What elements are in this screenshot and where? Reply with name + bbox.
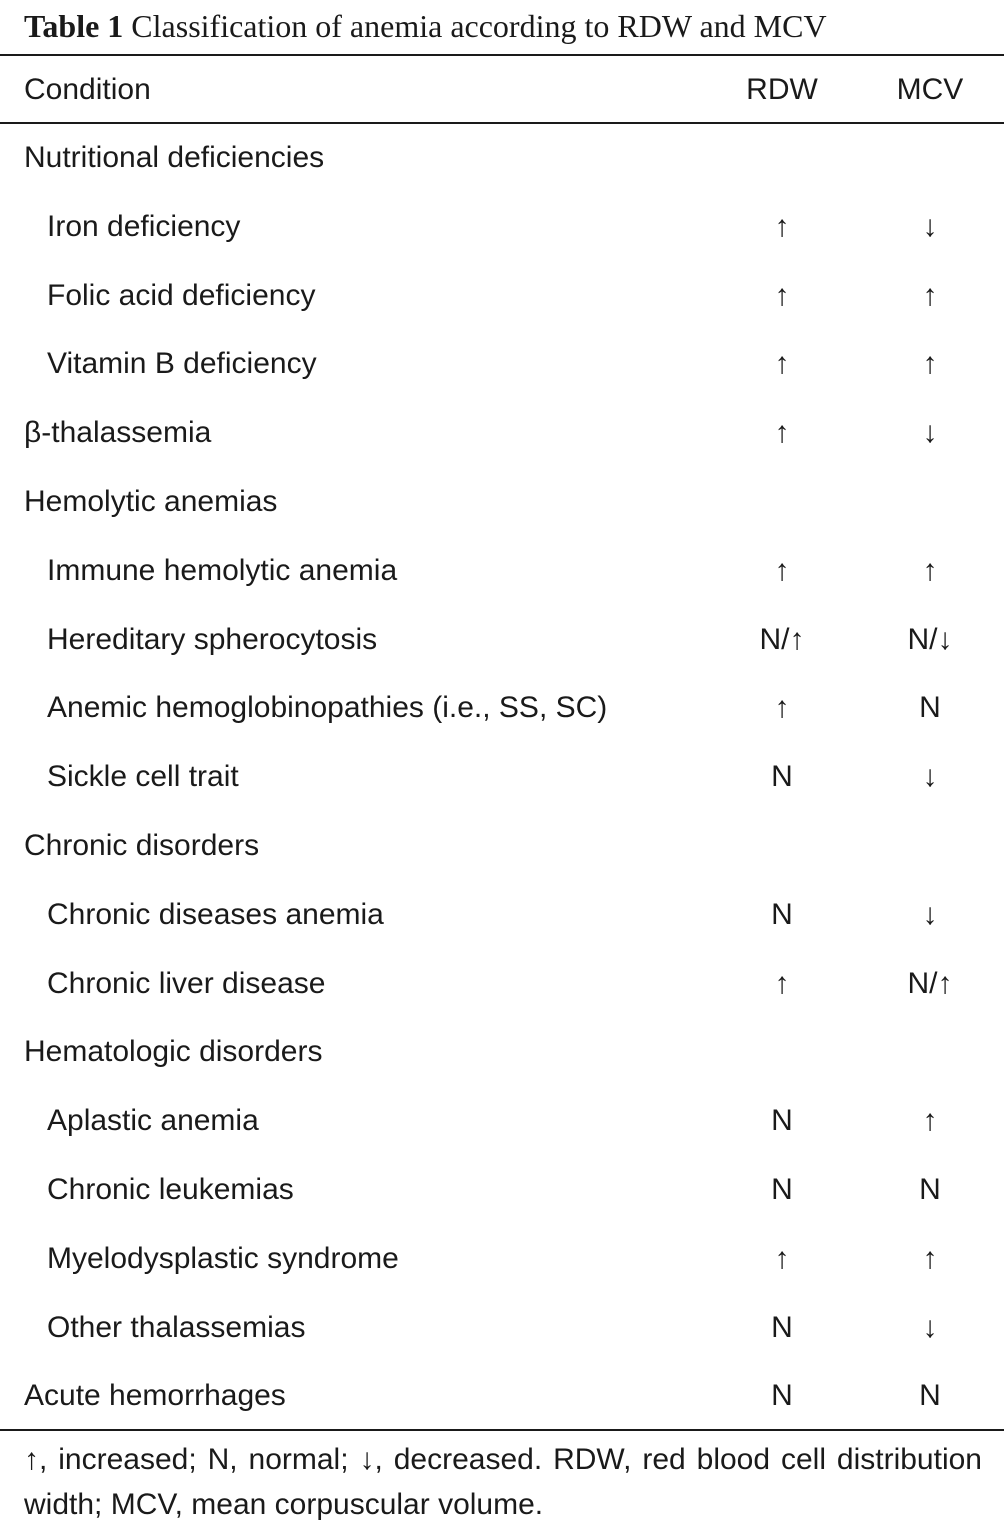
mcv-cell: N <box>919 1379 941 1413</box>
table-row <box>0 1156 1004 1224</box>
mcv-cell: ↓ <box>922 760 938 794</box>
header-mcv: MCV <box>896 73 964 106</box>
condition-cell: Nutritional deficiencies <box>24 141 325 174</box>
mcv-cell: ↑ <box>922 347 938 381</box>
mcv-cell: N <box>919 1173 941 1206</box>
table-row <box>0 537 1004 605</box>
rdw-cell: ↑ <box>774 553 790 587</box>
bottom-rule <box>0 1429 1004 1431</box>
rdw-cell: N <box>771 1173 793 1206</box>
mcv-cell: N <box>919 691 941 725</box>
rdw-cell: N <box>771 897 793 931</box>
rdw-cell: ↑ <box>774 347 790 381</box>
header-condition: Condition <box>24 73 151 106</box>
rdw-cell: ↑ <box>774 1241 790 1275</box>
mcv-cell: ↓ <box>922 897 938 931</box>
table-header-row <box>0 56 1004 124</box>
condition-cell: Immune hemolytic anemia <box>47 553 398 587</box>
table-title: Classification of anemia according to RDW and MCV <box>131 8 827 44</box>
mcv-cell: ↑ <box>922 553 938 587</box>
table-group-row <box>0 468 1004 536</box>
rdw-cell: ↑ <box>774 278 790 312</box>
condition-cell: Folic acid deficiency <box>47 278 316 312</box>
header-rdw: RDW <box>746 73 818 106</box>
condition-cell: Hemolytic anemias <box>24 485 278 518</box>
table-row <box>0 1087 1004 1155</box>
table-group-row <box>0 399 1004 467</box>
rdw-cell: N <box>771 1310 793 1344</box>
table-caption <box>24 6 827 46</box>
table-row <box>0 881 1004 949</box>
condition-cell: Hematologic disorders <box>24 1035 323 1069</box>
condition-cell: Hereditary spherocytosis <box>47 622 378 656</box>
condition-cell: Chronic disorders <box>24 829 260 862</box>
rdw-cell: N <box>771 1379 793 1413</box>
condition-cell: Anemic hemoglobinopathies (i.e., SS, SC) <box>47 691 608 725</box>
rdw-cell: N <box>771 760 793 794</box>
table-group-row <box>0 1018 1004 1086</box>
condition-cell: Vitamin B deficiency <box>47 347 317 381</box>
rdw-cell: ↑ <box>774 416 790 450</box>
mcv-cell: ↑ <box>922 1241 938 1275</box>
mcv-cell: ↑ <box>922 1104 938 1138</box>
table-row <box>0 1225 1004 1293</box>
mcv-cell: ↑ <box>922 278 938 312</box>
rdw-cell: ↑ <box>774 966 790 1000</box>
table-group-row <box>0 1362 1004 1430</box>
rdw-cell: ↑ <box>774 691 790 725</box>
condition-cell: Iron deficiency <box>47 209 241 243</box>
table-row <box>0 193 1004 261</box>
rdw-cell: N <box>771 1104 793 1138</box>
mcv-cell: ↓ <box>922 209 938 243</box>
table-row <box>0 262 1004 330</box>
condition-cell: Chronic liver disease <box>47 966 326 1000</box>
table-row <box>0 674 1004 742</box>
table-group-row <box>0 812 1004 880</box>
mcv-cell: N/↑ <box>907 966 953 1000</box>
table-footnote: ↑, increased; N, normal; ↓, decreased. RDW, red blood cell distribution width; MCV, mean corpuscular volume. <box>24 1443 982 1521</box>
table-row <box>0 1294 1004 1362</box>
condition-cell: Acute hemorrhages <box>24 1379 286 1413</box>
table-label: Table 1 <box>24 8 124 44</box>
table-row <box>0 330 1004 398</box>
condition-cell: Myelodysplastic syndrome <box>47 1241 399 1275</box>
mcv-cell: ↓ <box>922 416 938 450</box>
condition-cell: Chronic diseases anemia <box>47 897 384 931</box>
condition-cell: β-thalassemia <box>24 416 212 450</box>
table-row <box>0 743 1004 811</box>
condition-cell: Other thalassemias <box>47 1310 306 1344</box>
mcv-cell: N/↓ <box>907 622 953 656</box>
mcv-cell: ↓ <box>922 1310 938 1344</box>
table-row <box>0 606 1004 674</box>
table-group-row <box>0 124 1004 192</box>
condition-cell: Sickle cell trait <box>47 760 239 794</box>
table-row <box>0 950 1004 1018</box>
rdw-cell: ↑ <box>774 209 790 243</box>
condition-cell: Chronic leukemias <box>47 1173 294 1206</box>
condition-cell: Aplastic anemia <box>47 1104 259 1138</box>
rdw-cell: N/↑ <box>759 622 805 656</box>
